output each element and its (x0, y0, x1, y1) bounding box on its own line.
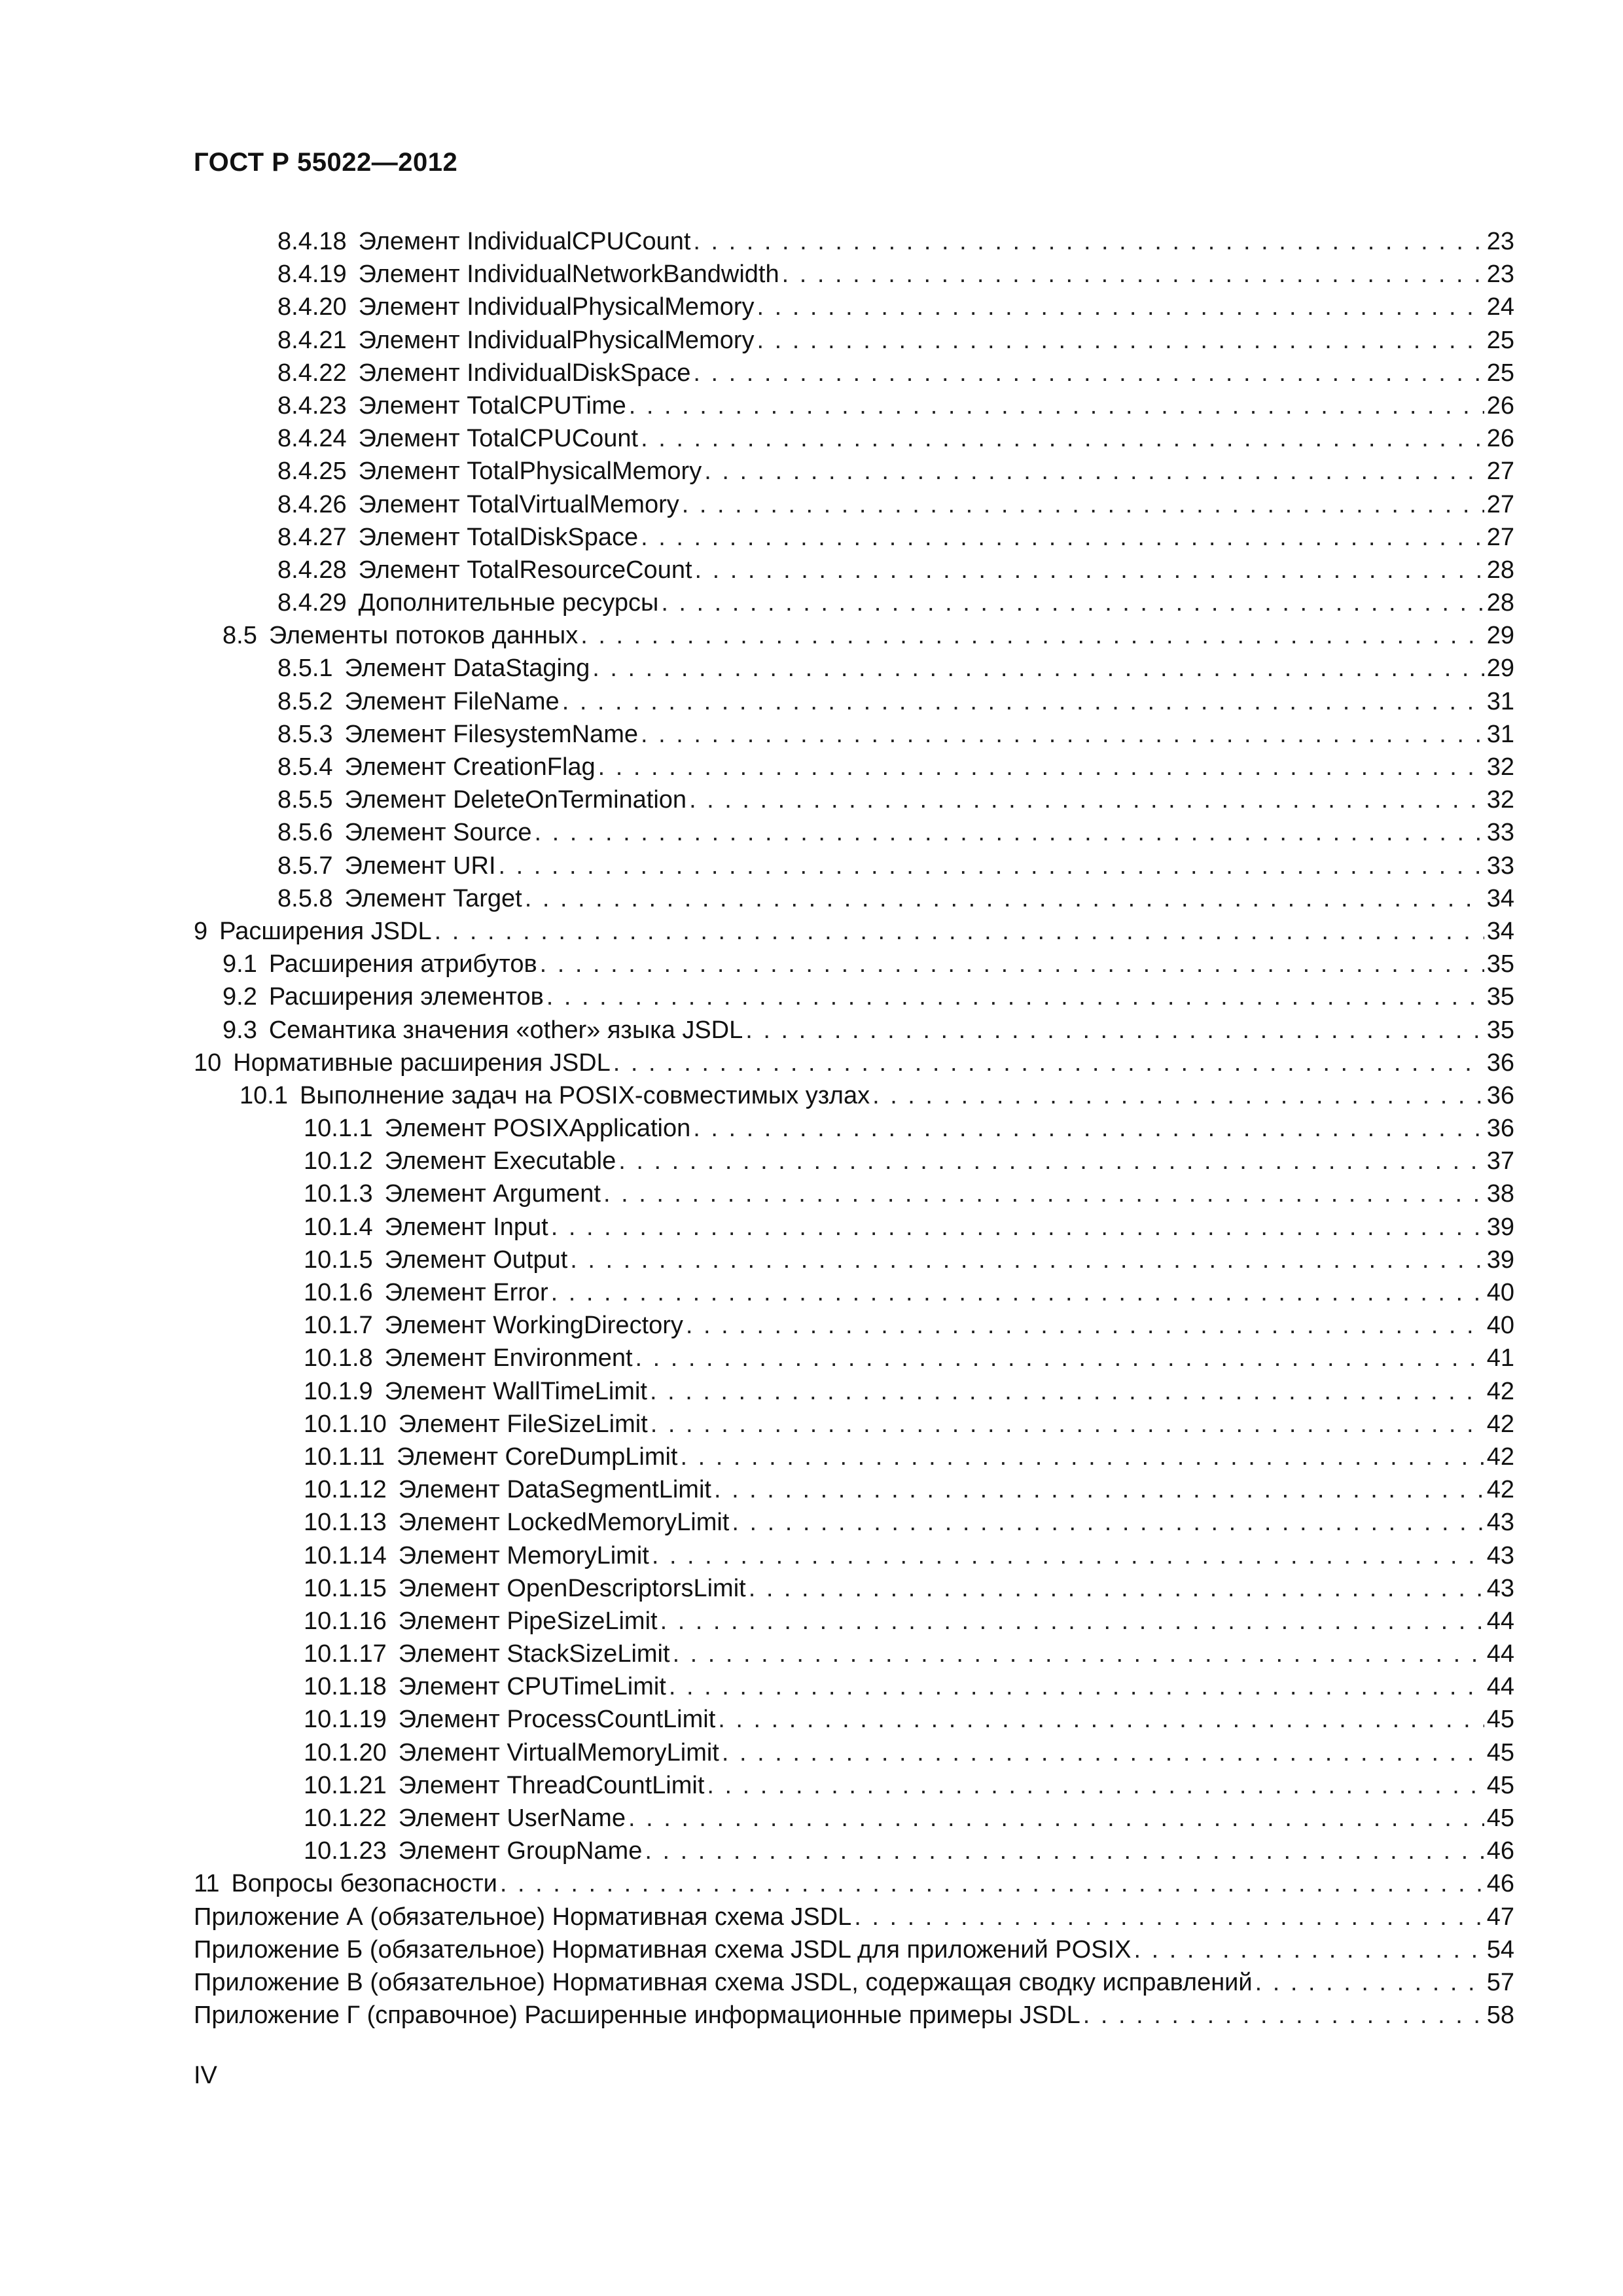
toc-entry-page: 24 (1486, 293, 1514, 321)
toc-entry-number: 10.1.5 (304, 1246, 373, 1274)
toc-entry-number: 9.3 (223, 1016, 257, 1044)
toc-entry[interactable] (194, 850, 1514, 882)
toc-entry-number: 8.4.22 (277, 359, 347, 387)
toc-entry-page: 42 (1486, 1476, 1514, 1504)
toc-dot-leader (525, 882, 1484, 915)
toc-entry[interactable] (194, 1835, 1514, 1867)
toc-entry[interactable] (194, 751, 1514, 783)
toc-dot-leader (435, 915, 1484, 948)
toc-dot-leader (500, 1867, 1484, 1900)
toc-entry-title: Элемент UserName (398, 1804, 626, 1832)
toc-entry-page: 45 (1486, 1706, 1514, 1734)
toc-entry[interactable] (194, 1112, 1514, 1145)
toc-entry-title: Элемент TotalDiskSpace (358, 523, 639, 551)
toc-entry-title: Элемент TotalCPUCount (358, 425, 639, 453)
toc-entry-number: 8.5.8 (277, 884, 333, 912)
toc-entry-title: Элемент WallTimeLimit (384, 1377, 647, 1405)
toc-dot-leader (1083, 1999, 1484, 2032)
toc-entry-page: 42 (1486, 1377, 1514, 1405)
toc-entry-number: 10.1.15 (304, 1574, 387, 1602)
toc-dot-leader (689, 783, 1484, 816)
toc-entry[interactable] (194, 1276, 1514, 1309)
toc-entry-number: 10.1.18 (304, 1673, 387, 1701)
toc-entry-page: 26 (1486, 391, 1514, 420)
toc-entry-page: 34 (1486, 884, 1514, 912)
toc-entry-title: Расширения элементов (268, 983, 544, 1011)
toc-entry-number: 10 (194, 1049, 222, 1077)
toc-dot-leader (669, 1670, 1484, 1703)
toc-dot-leader (661, 586, 1484, 619)
toc-entry-page: 42 (1486, 1410, 1514, 1438)
toc-entry-page: 23 (1486, 228, 1514, 255)
page-number: IV (194, 2062, 217, 2089)
toc-entry[interactable] (194, 1177, 1514, 1210)
toc-entry[interactable] (194, 1933, 1514, 1966)
toc-dot-leader (628, 1802, 1484, 1835)
toc-entry-title: Дополнительные ресурсы (358, 589, 659, 617)
toc-entry-number: 10.1.19 (304, 1706, 387, 1734)
toc-entry[interactable] (194, 1605, 1514, 1638)
toc-entry-title: Элемент IndividualCPUCount (358, 228, 691, 255)
toc-entry-page: 36 (1486, 1049, 1514, 1077)
toc-entry-title: Элемент IndividualPhysicalMemory (358, 293, 755, 321)
toc-entry[interactable] (194, 1047, 1514, 1079)
toc-entry-title: Элемент CoreDumpLimit (396, 1443, 678, 1471)
toc-entry-title: Элемент FilesystemName (344, 720, 639, 748)
toc-entry-number: 8.5.7 (277, 852, 333, 880)
toc-entry-title: Элемент IndividualNetworkBandwidth (358, 260, 779, 289)
toc-entry[interactable] (194, 980, 1514, 1013)
toc-entry[interactable] (194, 586, 1514, 619)
toc-entry-page: 26 (1486, 425, 1514, 453)
toc-dot-leader (641, 521, 1484, 554)
toc-dot-leader (535, 816, 1484, 849)
toc-entry-number: 8.4.29 (277, 589, 347, 617)
toc-entry[interactable] (194, 1145, 1514, 1177)
toc-entry[interactable] (194, 422, 1514, 455)
toc-dot-leader (782, 258, 1484, 291)
toc-entry-title: Выполнение задач на POSIX-совместимых узлах (299, 1081, 870, 1109)
toc-entry-number: 8.5.2 (277, 687, 333, 715)
toc-entry-page: 36 (1486, 1081, 1514, 1109)
toc-entry[interactable] (194, 521, 1514, 554)
toc-entry-page: 27 (1486, 490, 1514, 518)
toc-entry-page: 32 (1486, 786, 1514, 814)
toc-entry-number: 8.5.4 (277, 753, 333, 781)
toc-entry[interactable] (194, 1867, 1514, 1900)
toc-dot-leader (745, 1014, 1484, 1047)
toc-entry[interactable] (194, 1966, 1514, 1999)
toc-entry-title: Элемент WorkingDirectory (384, 1312, 683, 1340)
toc-entry-number: 10.1.3 (304, 1180, 373, 1208)
toc-entry-title: Элемент URI (344, 852, 496, 880)
toc-entry[interactable] (194, 619, 1514, 652)
toc-entry-number: 8.5.6 (277, 819, 333, 847)
toc-entry-title: Вопросы безопасности (231, 1870, 497, 1898)
toc-entry[interactable] (194, 1703, 1514, 1736)
toc-dot-leader (718, 1703, 1484, 1736)
toc-entry-title: Элемент ProcessCountLimit (398, 1706, 716, 1734)
toc-entry-title: Элемент Error (384, 1279, 548, 1306)
table-of-contents (194, 225, 1514, 2032)
toc-entry-page: 45 (1486, 1804, 1514, 1832)
toc-dot-leader (546, 980, 1484, 1013)
toc-entry[interactable] (194, 291, 1514, 323)
toc-entry-title: Элемент Output (384, 1246, 568, 1274)
toc-entry[interactable] (194, 1999, 1514, 2032)
toc-entry[interactable] (194, 816, 1514, 849)
toc-entry[interactable] (194, 1244, 1514, 1276)
toc-dot-leader (732, 1506, 1484, 1539)
toc-entry-page: 27 (1486, 523, 1514, 551)
toc-entry-page: 31 (1486, 687, 1514, 715)
toc-dot-leader (749, 1572, 1484, 1605)
toc-entry-number: 8.5.3 (277, 720, 333, 748)
toc-entry-page: 38 (1486, 1180, 1514, 1208)
toc-entry[interactable] (194, 1572, 1514, 1605)
toc-entry[interactable] (194, 1901, 1514, 1933)
toc-entry-page: 29 (1486, 622, 1514, 650)
toc-entry-page: 40 (1486, 1312, 1514, 1340)
toc-dot-leader (641, 718, 1484, 751)
toc-dot-leader (693, 357, 1484, 389)
toc-entry-number: 8.4.27 (277, 523, 347, 551)
toc-entry[interactable] (194, 1441, 1514, 1473)
toc-dot-leader (641, 422, 1484, 455)
toc-dot-leader (650, 1375, 1484, 1408)
toc-entry-page: 54 (1486, 1935, 1514, 1964)
toc-dot-leader (693, 1112, 1484, 1145)
toc-entry-page: 25 (1486, 326, 1514, 354)
toc-entry-number: 10.1.9 (304, 1377, 373, 1405)
toc-entry[interactable] (194, 1014, 1514, 1047)
toc-entry-title: Расширения атрибутов (268, 950, 537, 978)
toc-entry[interactable] (194, 718, 1514, 751)
toc-entry-number: 8.5.5 (277, 786, 333, 814)
toc-dot-leader (704, 455, 1484, 488)
toc-entry-page: 47 (1486, 1903, 1514, 1931)
toc-entry-title: Элемент TotalCPUTime (358, 391, 626, 420)
toc-entry-number: 10.1.11 (304, 1443, 385, 1471)
toc-entry-title: Приложение В (обязательное) Нормативная схема JSDL, содержащая сводку исправлений (194, 1968, 1253, 1996)
toc-entry-title: Семантика значения «other» языка JSDL (268, 1016, 743, 1044)
toc-dot-leader (629, 389, 1484, 422)
toc-entry[interactable] (194, 915, 1514, 948)
toc-entry-page: 33 (1486, 852, 1514, 880)
toc-entry-title: Элемент OpenDescriptorsLimit (398, 1574, 746, 1602)
toc-dot-leader (1133, 1933, 1484, 1966)
toc-entry-page: 45 (1486, 1738, 1514, 1767)
toc-entry-number: 9.2 (223, 983, 257, 1011)
toc-entry-page: 29 (1486, 655, 1514, 683)
toc-dot-leader (635, 1342, 1484, 1374)
toc-entry-title: Элемент FileName (344, 687, 560, 715)
toc-entry-page: 27 (1486, 457, 1514, 486)
toc-entry-page: 43 (1486, 1509, 1514, 1537)
toc-entry-page: 31 (1486, 720, 1514, 748)
toc-entry-number: 10.1.2 (304, 1147, 373, 1175)
toc-entry-page: 41 (1486, 1344, 1514, 1372)
toc-entry-title: Элемент TotalVirtualMemory (358, 490, 679, 518)
toc-entry[interactable] (194, 882, 1514, 915)
toc-dot-leader (598, 751, 1484, 783)
toc-entry-number: 10.1.20 (304, 1738, 387, 1767)
toc-entry[interactable] (194, 1211, 1514, 1244)
toc-entry[interactable] (194, 1473, 1514, 1506)
toc-entry-title: Элемент ThreadCountLimit (398, 1771, 705, 1799)
toc-entry-number: 10.1.13 (304, 1509, 387, 1537)
toc-entry-page: 23 (1486, 260, 1514, 289)
toc-dot-leader (499, 850, 1484, 882)
toc-entry-number: 8.4.20 (277, 293, 347, 321)
toc-entry-title: Приложение Г (справочное) Расширенные информационные примеры JSDL (194, 2001, 1080, 2030)
toc-dot-leader (722, 1736, 1484, 1769)
toc-entry-page: 34 (1486, 917, 1514, 945)
toc-entry-title: Элемент PipeSizeLimit (398, 1607, 658, 1635)
toc-entry[interactable] (194, 1670, 1514, 1703)
toc-entry-page: 37 (1486, 1147, 1514, 1175)
toc-entry-title: Элемент FileSizeLimit (398, 1410, 648, 1438)
toc-entry-page: 44 (1486, 1640, 1514, 1668)
toc-entry-page: 33 (1486, 819, 1514, 847)
toc-entry-title: Элемент IndividualDiskSpace (358, 359, 691, 387)
toc-dot-leader (693, 225, 1484, 258)
toc-entry-number: 9 (194, 917, 208, 945)
toc-entry[interactable] (194, 389, 1514, 422)
toc-dot-leader (603, 1177, 1484, 1210)
toc-entry-number: 8.4.26 (277, 490, 347, 518)
toc-entry[interactable] (194, 1506, 1514, 1539)
toc-entry-number: 8.4.18 (277, 228, 347, 255)
toc-entry[interactable] (194, 554, 1514, 586)
toc-entry-page: 35 (1486, 950, 1514, 978)
toc-entry-number: 10.1.6 (304, 1279, 373, 1306)
toc-entry-page: 25 (1486, 359, 1514, 387)
toc-entry-title: Элемент Target (344, 884, 522, 912)
toc-dot-leader (695, 554, 1484, 586)
toc-dot-leader (686, 1309, 1484, 1342)
toc-entry-page: 45 (1486, 1771, 1514, 1799)
toc-entry-title: Элемент Executable (384, 1147, 616, 1175)
toc-entry[interactable] (194, 324, 1514, 357)
toc-entry[interactable] (194, 1375, 1514, 1408)
toc-entry-page: 43 (1486, 1574, 1514, 1602)
toc-entry-title: Элемент DeleteOnTermination (344, 786, 687, 814)
toc-entry-title: Приложение А (обязательное) Нормативная схема JSDL (194, 1903, 852, 1931)
toc-entry[interactable] (194, 1079, 1514, 1112)
toc-dot-leader (757, 291, 1484, 323)
document-header: ГОСТ Р 55022—2012 (194, 148, 458, 177)
toc-dot-leader (854, 1901, 1484, 1933)
toc-dot-leader (1255, 1966, 1484, 1999)
toc-entry-title: Элемент DataStaging (344, 655, 590, 683)
toc-entry-number: 10.1.16 (304, 1607, 387, 1635)
toc-dot-leader (651, 1408, 1484, 1441)
toc-entry-title: Элемент DataSegmentLimit (398, 1476, 711, 1504)
toc-entry[interactable] (194, 488, 1514, 521)
toc-entry[interactable] (194, 1769, 1514, 1802)
toc-entry-number: 10.1.1 (304, 1115, 373, 1143)
toc-entry-page: 44 (1486, 1673, 1514, 1701)
toc-entry-page: 35 (1486, 983, 1514, 1011)
toc-entry-number: 8.4.23 (277, 391, 347, 420)
toc-entry[interactable] (194, 357, 1514, 389)
toc-entry-number: 10.1.8 (304, 1344, 373, 1372)
toc-entry-page: 35 (1486, 1016, 1514, 1044)
toc-entry-title: Элемент Source (344, 819, 532, 847)
toc-dot-leader (580, 619, 1484, 652)
toc-entry-number: 8.4.24 (277, 425, 347, 453)
toc-dot-leader (592, 652, 1484, 685)
toc-entry-page: 40 (1486, 1279, 1514, 1306)
toc-entry-number: 9.1 (223, 950, 257, 978)
toc-dot-leader (652, 1539, 1484, 1572)
toc-dot-leader (551, 1211, 1484, 1244)
toc-entry[interactable] (194, 685, 1514, 718)
toc-dot-leader (645, 1835, 1484, 1867)
toc-dot-leader (660, 1605, 1484, 1638)
toc-entry-title: Элемент Environment (384, 1344, 633, 1372)
toc-dot-leader (613, 1047, 1484, 1079)
toc-entry-page: 39 (1486, 1213, 1514, 1241)
toc-dot-leader (682, 488, 1484, 521)
toc-entry-number: 10.1.7 (304, 1312, 373, 1340)
toc-dot-leader (673, 1638, 1484, 1670)
toc-entry-title: Элемент CreationFlag (344, 753, 596, 781)
toc-dot-leader (562, 685, 1484, 718)
toc-entry-page: 28 (1486, 556, 1514, 584)
toc-entry[interactable] (194, 652, 1514, 685)
toc-dot-leader (872, 1079, 1484, 1112)
toc-entry-number: 8.4.21 (277, 326, 347, 354)
toc-entry-number: 8.4.19 (277, 260, 347, 289)
toc-entry-page: 36 (1486, 1115, 1514, 1143)
toc-entry[interactable] (194, 1802, 1514, 1835)
toc-entry-number: 8.5 (223, 622, 257, 650)
toc-entry[interactable] (194, 258, 1514, 291)
toc-entry-page: 58 (1486, 2001, 1514, 2030)
toc-dot-leader (570, 1244, 1484, 1276)
toc-entry[interactable] (194, 1309, 1514, 1342)
toc-entry-title: Элемент StackSizeLimit (398, 1640, 670, 1668)
toc-entry-page: 32 (1486, 753, 1514, 781)
toc-entry-page: 28 (1486, 589, 1514, 617)
toc-entry-page: 46 (1486, 1837, 1514, 1865)
toc-dot-leader (757, 324, 1484, 357)
toc-entry-number: 10.1.22 (304, 1804, 387, 1832)
toc-entry-number: 10.1.23 (304, 1837, 387, 1865)
toc-entry-number: 10.1.4 (304, 1213, 373, 1241)
toc-entry-title: Элемент CPUTimeLimit (398, 1673, 666, 1701)
toc-entry[interactable] (194, 948, 1514, 980)
toc-entry-number: 10.1.10 (304, 1410, 387, 1438)
toc-dot-leader (681, 1441, 1484, 1473)
toc-entry[interactable] (194, 783, 1514, 816)
toc-entry-page: 57 (1486, 1968, 1514, 1996)
toc-entry-title: Элемент VirtualMemoryLimit (398, 1738, 719, 1767)
toc-entry-title: Расширения JSDL (219, 917, 432, 945)
toc-entry-title: Элемент POSIXApplication (384, 1115, 691, 1143)
toc-dot-leader (714, 1473, 1484, 1506)
toc-entry-number: 10.1.14 (304, 1541, 387, 1570)
toc-entry[interactable] (194, 1539, 1514, 1572)
toc-dot-leader (551, 1276, 1484, 1309)
toc-entry-page: 44 (1486, 1607, 1514, 1635)
toc-entry-number: 8.5.1 (277, 655, 333, 683)
toc-entry-page: 46 (1486, 1870, 1514, 1898)
toc-entry-number: 10.1.17 (304, 1640, 387, 1668)
toc-entry-page: 42 (1486, 1443, 1514, 1471)
toc-entry-page: 39 (1486, 1246, 1514, 1274)
toc-entry-number: 10.1.21 (304, 1771, 387, 1799)
toc-entry-number: 8.4.28 (277, 556, 347, 584)
toc-entry-title: Нормативные расширения JSDL (233, 1049, 611, 1077)
toc-dot-leader (618, 1145, 1484, 1177)
toc-entry-title: Элемент TotalPhysicalMemory (358, 457, 702, 486)
toc-entry-number: 8.4.25 (277, 457, 347, 486)
toc-entry-title: Элемент Input (384, 1213, 548, 1241)
toc-entry[interactable] (194, 1408, 1514, 1441)
toc-entry[interactable] (194, 225, 1514, 258)
toc-entry-number: 11 (194, 1870, 220, 1898)
toc-entry-number: 10.1 (240, 1081, 288, 1109)
toc-entry-title: Элемент IndividualPhysicalMemory (358, 326, 755, 354)
toc-entry-title: Приложение Б (обязательное) Нормативная схема JSDL для приложений POSIX (194, 1935, 1132, 1964)
toc-dot-leader (707, 1769, 1484, 1802)
toc-entry-page: 43 (1486, 1541, 1514, 1570)
toc-entry[interactable] (194, 1342, 1514, 1374)
toc-entry-title: Элемент GroupName (398, 1837, 643, 1865)
toc-entry[interactable] (194, 455, 1514, 488)
toc-entry-title: Элемент MemoryLimit (398, 1541, 649, 1570)
toc-entry-title: Элемент TotalResourceCount (358, 556, 692, 584)
toc-entry[interactable] (194, 1736, 1514, 1769)
toc-entry-title: Элементы потоков данных (268, 622, 579, 650)
toc-dot-leader (540, 948, 1484, 980)
toc-entry-title: Элемент LockedMemoryLimit (398, 1509, 730, 1537)
toc-entry-title: Элемент Argument (384, 1180, 601, 1208)
toc-entry-number: 10.1.12 (304, 1476, 387, 1504)
toc-entry[interactable] (194, 1638, 1514, 1670)
